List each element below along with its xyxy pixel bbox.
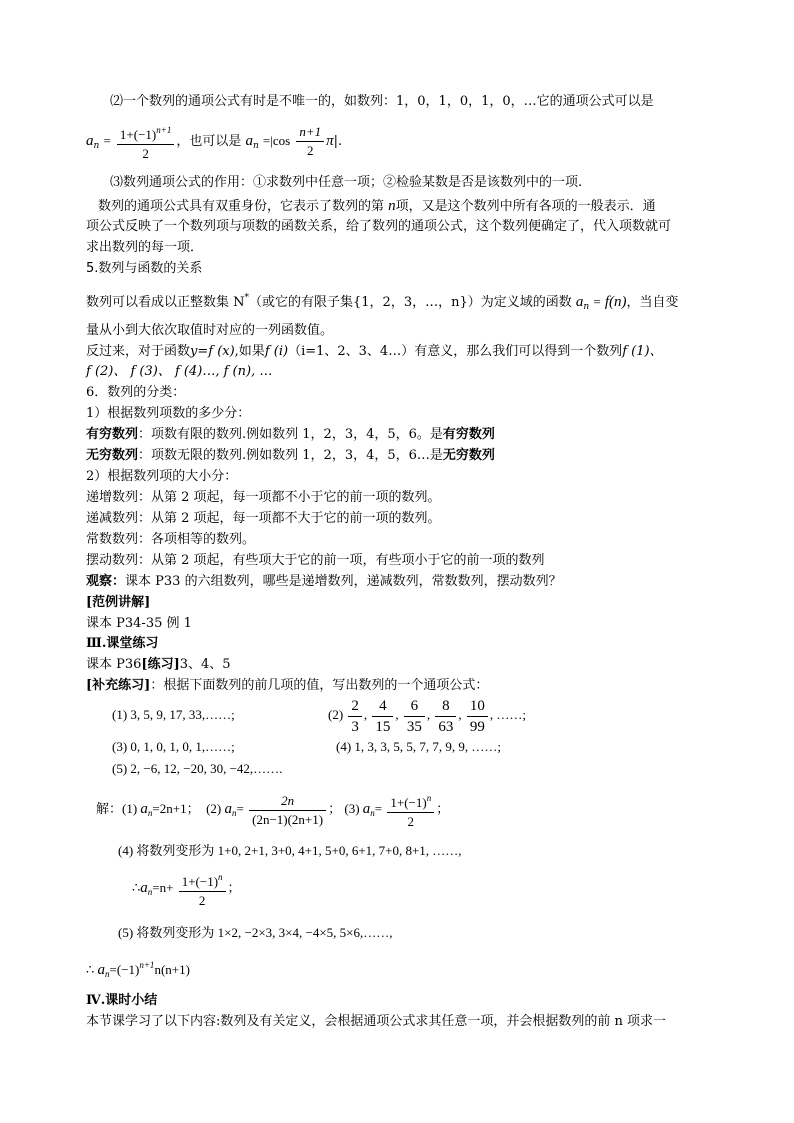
text-l7a: 数列可以看成以正整数集 N [86,295,245,310]
text-l9d: f (i) [264,344,289,359]
formula-line-1 [86,121,342,161]
solution-5-result [86,956,190,983]
text-l4b: 项，又是这个数列中所有各项的一般表示．通 [395,199,656,214]
question-5: (5) 2, −6, 12, −20, 30, −42,……. [112,761,283,776]
text-l9a: 反过来，对于函数 [86,344,191,359]
s5-tail: n(n+1) [154,962,190,977]
para-dual-identity-2: 项公式反映了一个数列项与项数的函数关系，给了数列的通项公式，这个数列便确定了，代入项数就可 [86,219,672,234]
def-decreasing: 递减数列：从第 2 项起，每一项都不大于它的前一项的数列。 [86,511,441,526]
math-a: a [86,133,94,149]
text-l7b: （或它的有限子集{1，2，3，…，n}）为定义域的函数 [249,295,572,310]
text-observe: 观察： [86,574,126,589]
para-dual-identity-1 [98,197,656,216]
q2-frac-5-den: 99 [467,716,488,736]
s4-eq: =n+ [152,880,174,895]
math-a-3: a [575,294,584,310]
frac-num-sup: n+1 [156,124,172,135]
s3-frac-num: 1+(−1) [390,795,427,811]
math-pi: π [326,133,334,149]
math-sub-n-3: n [583,302,590,312]
frac2-num: n+1 [299,124,322,139]
para-conversely [86,343,663,361]
text-finite-term: 有穷数列 [86,427,139,442]
q2-tail: ……; [496,707,527,722]
s3-eq: = [374,801,383,816]
q2-frac-3 [404,697,425,736]
heading-5: 5.数列与函数的关系 [86,261,203,276]
text-l9c: ,如果 [234,344,265,359]
s1-math-a: a [140,801,148,817]
q2-frac-2-num: 4 [379,697,387,714]
q2-frac-3-num: 6 [410,697,419,714]
para-general-formula-not-unique: ⑵一个数列的通项公式有时是不唯一的，如数列：1，0，1，0，1，0，…它的通项公式可以是 [110,94,654,109]
q2-frac-3-den: 35 [404,716,425,736]
s1-c: (2) [206,801,222,816]
question-3: (3) 0, 1, 0, 1, 0, 1,……; [112,739,235,754]
frac-den: 2 [117,144,174,162]
frac-num: 1+(−1) [119,126,157,142]
q2-frac-1-num: 2 [351,697,359,714]
fraction-2 [296,124,324,159]
s3-sub: n [370,808,375,818]
s1-d: ； [328,801,342,816]
q2-frac-1-den: 3 [348,716,362,736]
s4-math-a: a [140,880,148,896]
s4-sub: n [147,887,153,897]
text-finite-term-2: 有穷数列 [442,427,495,442]
math-sub-n-2: n [252,141,259,151]
text-l9f: f (1)、 [622,344,663,359]
frac2-den: 2 [296,141,324,159]
class-by-size: 2）根据数列项的大小分： [86,469,238,484]
text-infinite-term-2: 无穷数列 [442,448,495,463]
def-constant: 常数数列：各项相等的数列。 [86,532,256,547]
q2-label: (2) [328,707,344,722]
math-sub-n: n [93,141,100,151]
observe-line [86,573,562,591]
para-formula-usage: ⑶数列通项公式的作用：①求数列中任意一项；②检验某数是否是该数列中的一项. [110,175,583,190]
text-infinite-term: 无穷数列 [86,448,139,463]
q2-frac-4-num: 8 [442,697,450,714]
solution-4: (4) 将数列变形为 1+0, 2+1, 3+0, 4+1, 5+0, 6+1, 7+0, 8+1, ……, [118,843,462,858]
q2-frac-2 [372,697,393,736]
s5-sub: n [105,969,110,979]
s4-frac-sup: n [218,872,223,883]
text-p1a: 课本 P36 [86,657,142,672]
s3-frac [387,790,434,830]
question-1: (1) 3, 5, 9, 17, 33,……; [112,707,235,722]
s3-math-a: a [362,801,371,817]
math-n: n [388,198,396,214]
para-dual-identity-3: 求出数列的每一项． [86,240,204,255]
s5-sup: n+1 [139,960,155,970]
heading-6: 6．数列的分类： [86,385,186,400]
math-cos: |cos [270,133,291,148]
summary-text: 本节课学习了以下内容:数列及有关定义，会根据通项公式求其任意一项，并会根据数列的前 n 项求一 [86,1014,667,1029]
s4-end: ； [227,880,241,895]
s1-e: (3) [344,801,360,816]
practice-ref [86,656,231,674]
def-finite [86,426,495,444]
math-fn: f(n) [604,294,627,310]
text-supp-label: [补充练习] [86,678,151,693]
text-p1c: 3、4、5 [179,657,231,672]
s3-frac-sup: n [426,793,432,804]
s2-frac [249,793,326,828]
math-eq-3: = [593,294,601,309]
text-supp-body: ：根据下面数列的前几项的值，写出数列的一个通项公式： [150,678,489,693]
text-l9b: y=f (x) [190,344,235,359]
text-infinite-def: ：项数无限的数列.例如数列 1，2，3，4，5，6…是 [138,448,443,463]
para-f-sequence: f (2)、 f (3)、 f (4)…, f (n), … [86,364,273,379]
question-4: (4) 1, 3, 3, 5, 5, 7, 7, 9, 9, ……; [336,739,502,754]
math-a-2: a [245,133,253,149]
s4-frac-den: 2 [179,891,226,909]
supplementary-practice [86,677,488,695]
def-increasing: 递增数列：从第 2 项起，每一项都不小于它的前一项的数列。 [86,490,441,505]
s1-f: ； [436,801,450,816]
para-function-values: 量从小到大依次取值时对应的一列函数值。 [86,323,334,338]
math-star: * [244,293,250,303]
s4-frac [179,869,226,909]
text-end: |. [333,134,343,149]
q2-frac-1 [348,697,362,736]
text-l7c: ，当自变 [626,295,679,310]
text-l4a: 数列的通项公式具有双重身份，它表示了数列的第 [98,199,385,214]
s2-math-a: a [224,801,233,817]
q2-frac-5 [467,697,488,736]
text-also: ，也可以是 [176,134,242,149]
examples-ref: 课本 P34-35 例 1 [86,616,192,631]
s5-therefore: ∴ [86,962,95,977]
fraction-1 [117,122,174,162]
s2-eq: = [236,801,244,816]
solution-4-result [132,868,241,912]
math-eq-2: = [262,133,271,148]
text-finite-def: ：项数有限的数列.例如数列 1，2，3，4，5，6。是 [138,427,443,442]
q2-frac-4-den: 63 [435,716,456,736]
s2-frac-num: 2n [281,792,295,808]
heading-examples: [范例讲解] [86,595,151,610]
text-observe-body: 课本 P33 的六组数列，哪些是递增数列，递减数列，常数数列，摆动数列？ [125,574,562,589]
q2-frac-2-den: 15 [372,716,393,736]
math-eq: = [103,133,111,148]
def-infinite [86,447,495,465]
para-sequence-function [86,289,679,316]
s2-frac-den: (2n−1)(2n+1) [249,810,326,828]
heading-practice: Ⅲ.课堂练习 [86,636,159,651]
heading-summary: Ⅳ.课时小结 [86,993,158,1008]
s4-frac-num: 1+(−1) [181,874,219,890]
solution-line-1 [96,789,449,833]
text-p1b: [练习] [141,657,180,672]
def-oscillating: 摆动数列：从第 2 项起，有些项大于它的前一项，有些项小于它的前一项的数列 [86,553,545,568]
s5-math-a: a [97,962,106,978]
s2-sub: n [232,808,237,818]
q2-frac-5-num: 10 [469,697,485,714]
s1-a: 解：(1) [96,801,138,816]
s4-therefore: ∴ [132,880,141,895]
s1-b: =2n+1； [152,801,200,816]
s5-eq: =(−1) [109,962,140,977]
text-l9e: （i=1、2、3、4…）有意义，那么我们可以得到一个数列 [288,344,623,359]
s3-frac-den: 2 [387,812,434,830]
solution-5: (5) 将数列变形为 1×2, −2×3, 3×4, −4×5, 5×6,……, [118,925,393,940]
question-2: (2) $\frac{2}{3}$ , $\frac{4}{15}$ , $\frac{6}{35}$ , $\frac{8}{63}$ , $\frac{10}{99}$ , ……; [328,697,527,735]
s1-sub: n [147,808,153,818]
q2-frac-4 [435,697,456,736]
class-by-count: 1）根据数列项数的多少分： [86,406,251,421]
